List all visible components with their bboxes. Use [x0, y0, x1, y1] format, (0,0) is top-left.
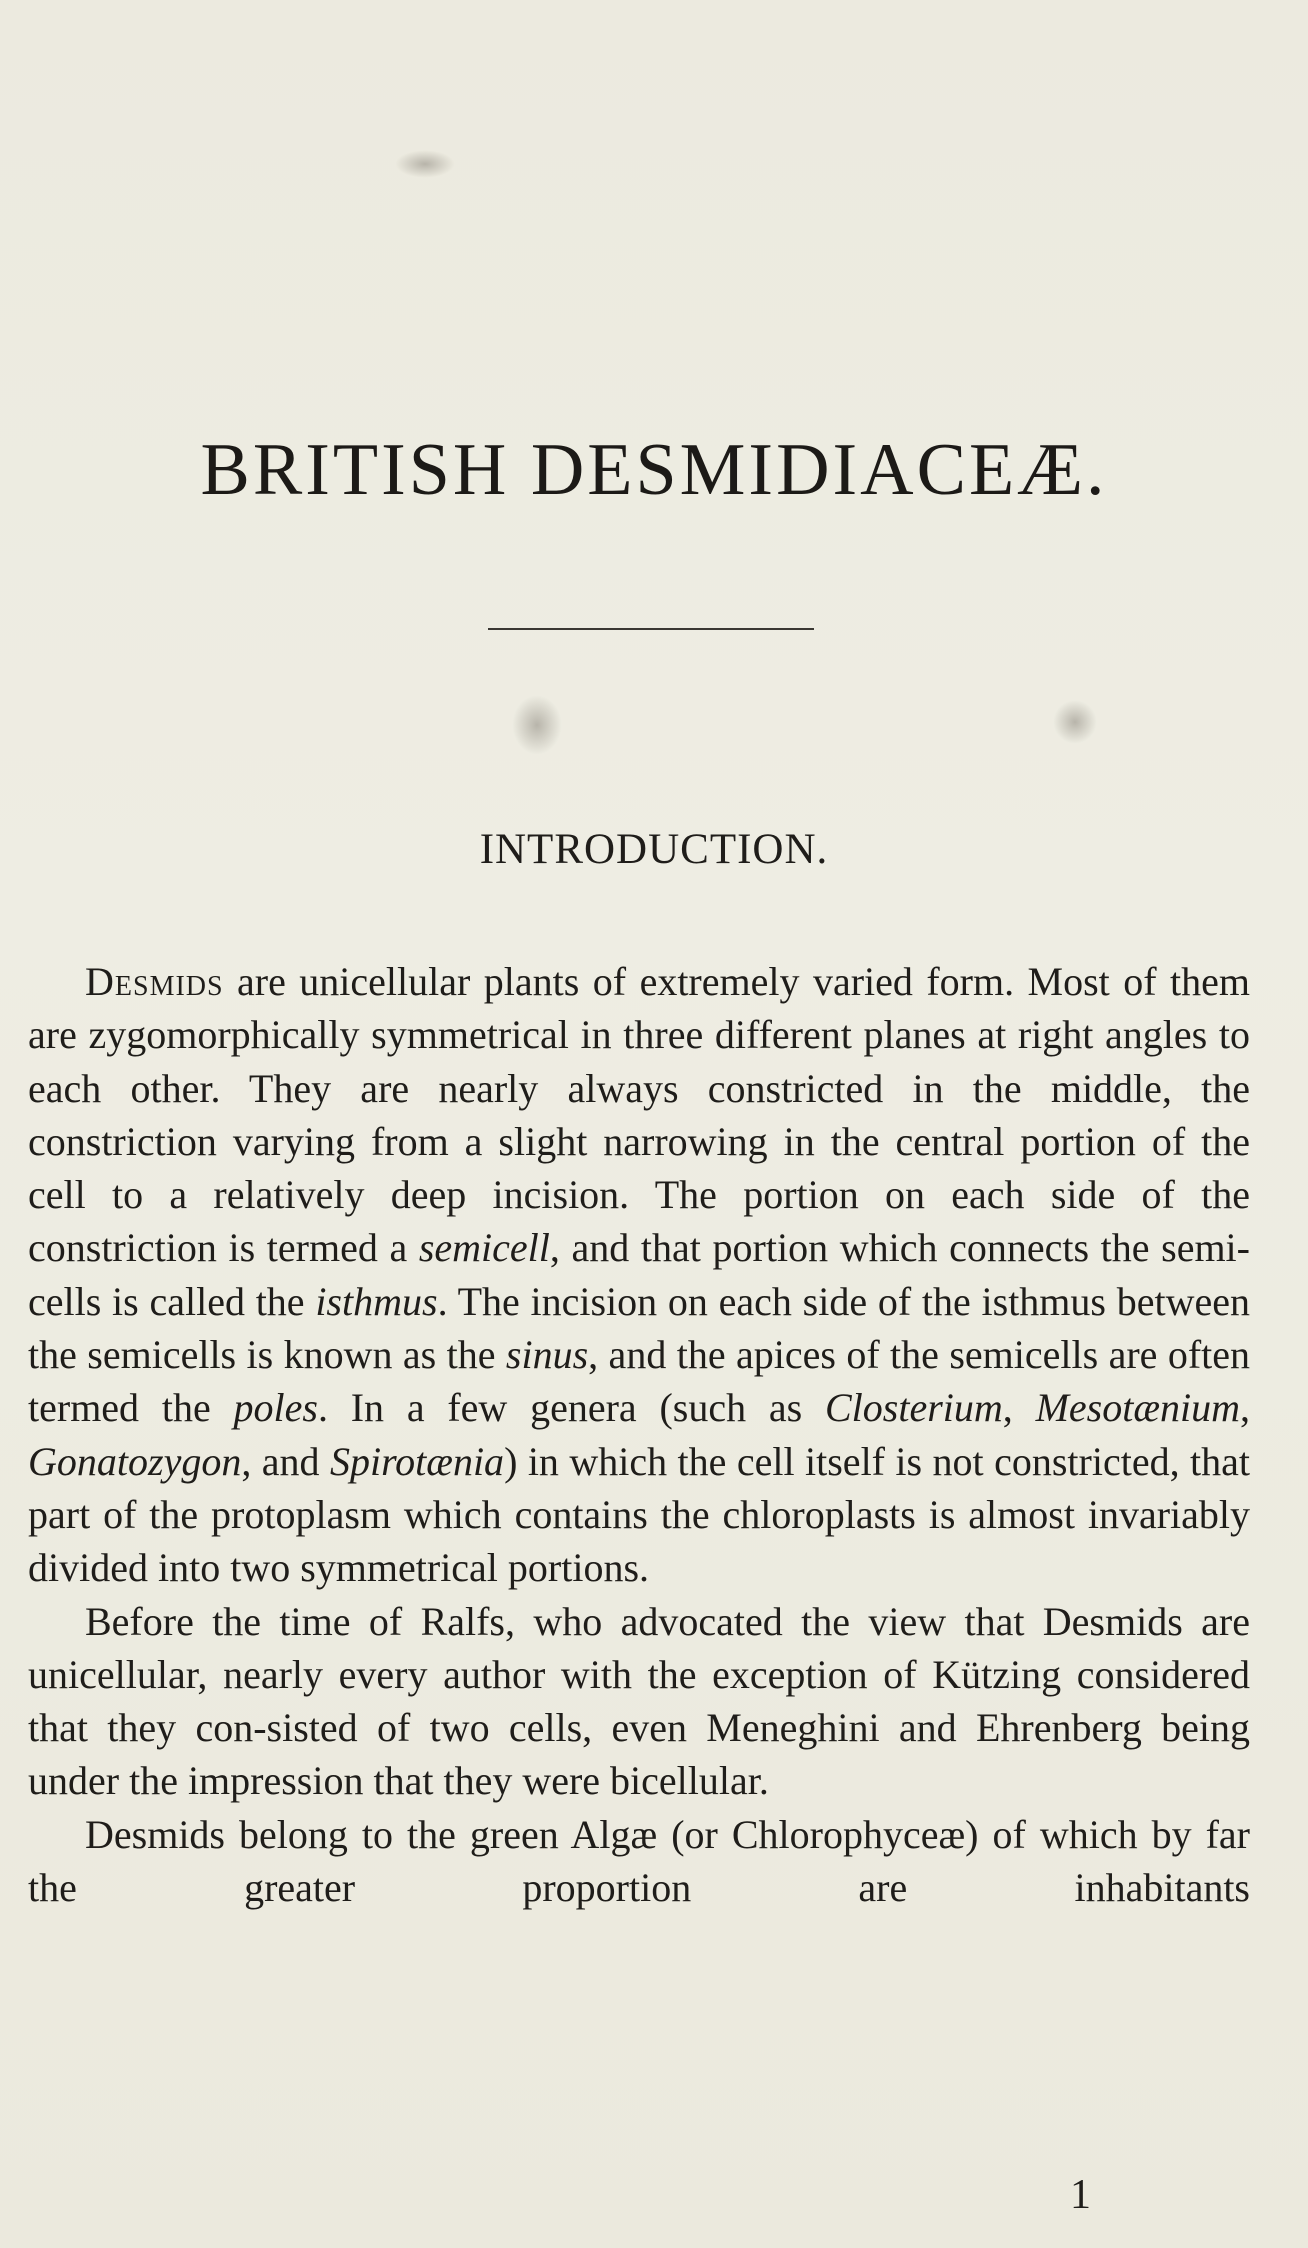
lead-word: Desmids — [85, 959, 224, 1004]
italic-term: Spirotænia — [329, 1438, 505, 1484]
italic-term: Mesotænium — [1035, 1385, 1241, 1431]
page-smudge — [512, 695, 562, 755]
italic-term: sinus — [505, 1332, 589, 1378]
italic-term: semicell — [418, 1225, 550, 1271]
page-title: BRITISH DESMIDIACEÆ. — [200, 429, 1108, 511]
italic-term: Closterium — [825, 1385, 1003, 1431]
italic-term: isthmus — [315, 1278, 438, 1324]
paragraph-2: Before the time of Ralfs, who advocated the view that Desmids are unicellular, nearly every author with the exception of Kützing considered that they con-sisted of two cells, even Meneghini and Ehrenberg being under the impression that they were bicellular. — [28, 1598, 1250, 1804]
italic-term: poles — [233, 1385, 318, 1431]
page-number: 1 — [1070, 2172, 1091, 2218]
section-heading: INTRODUCTION. — [479, 826, 829, 873]
paragraph-3: Desmids belong to the green Algæ (or Chlorophyceæ) of which by far the greater proportion are inhabitants — [28, 1811, 1250, 1911]
body-text — [28, 955, 1250, 1914]
italic-term: Gonatozygon — [28, 1438, 242, 1484]
paragraph-1: Desmids are unicellular plants of extremely varied form. Most of them are zygomorphically symmetrical in three different planes at right angles to each other. They are nearly always constricted in the middle, the constriction varying from a slight narrowing in the central portion of the cell to a relatively deep incision. The portion on each side of the constriction is termed a semicell, and that portion which connects the semi-cells is called the isthmus. The incision on each side of the isthmus between the semicells is known as the sinus, and the apices of the semicells are often termed the poles. In a few genera (such as Closterium, Mesotænium, Gonatozygon, and Spirotænia) in which the cell itself is not constricted, that part of the protoplasm which contains the chloroplasts is almost invariably divided into two symmetrical portions. — [28, 959, 1251, 1591]
page-smudge — [395, 150, 455, 178]
title-divider — [488, 628, 814, 630]
page-smudge — [1053, 700, 1097, 744]
